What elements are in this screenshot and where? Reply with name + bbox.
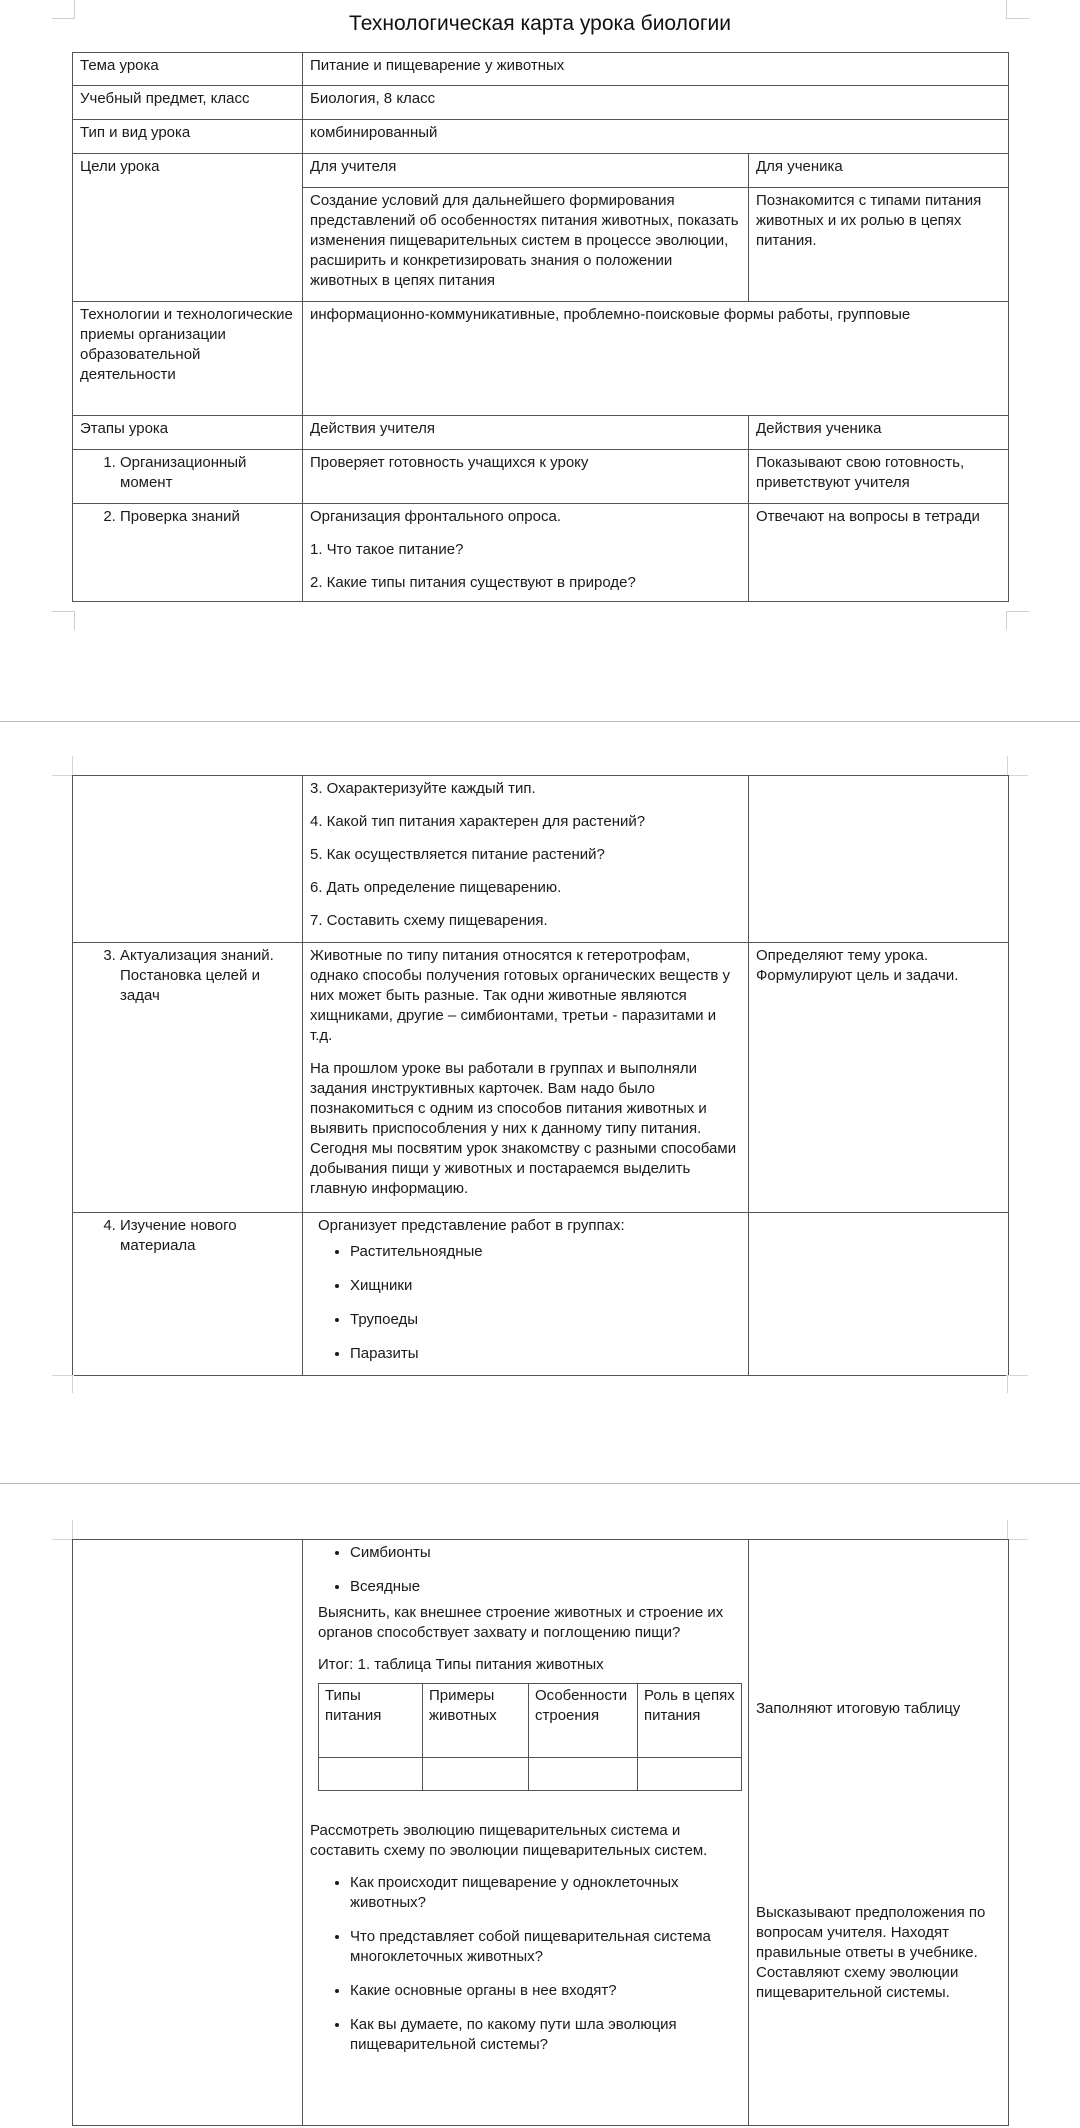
cell-topic-value: Питание и пищеварение у животных — [303, 53, 1009, 86]
cell-type-label: Тип и вид урока — [73, 120, 303, 154]
cell-stage-4-student-continued — [749, 1540, 1009, 2126]
cell-type-value: комбинированный — [303, 120, 1009, 154]
question-item: 7. Составить схему пищеварения. — [310, 912, 548, 929]
cell-goals-teacher-header: Для учителя — [303, 154, 749, 188]
question-item: 6. Дать определение пищеварению. — [310, 879, 562, 896]
question-item: 2. Какие типы питания существуют в природе? — [310, 574, 636, 591]
table-header-cell: Особенности строения — [529, 1684, 638, 1758]
page-corner-mark — [1006, 611, 1029, 630]
page-3 — [0, 1484, 1080, 2128]
table-cell — [319, 1758, 423, 1791]
page-corner-mark — [52, 611, 75, 630]
list-item: • Растительноядные — [350, 1242, 741, 1262]
cell-stage-3-teacher — [303, 943, 749, 1213]
nutrition-types-table — [318, 1683, 742, 1791]
stage-4-name: 4. Изучение нового материала — [120, 1216, 295, 1256]
cell-stage-name — [73, 943, 303, 1213]
stage-2-name: 2. Проверка знаний — [120, 507, 295, 527]
stage-4-intro: Организует представление работ в группах: — [318, 1217, 625, 1234]
task-text: Выяснить, как внешнее строение животных и строение их органов способствует захвату и поглощению пищи? — [318, 1604, 724, 1641]
cell-stages-header: Этапы урока — [73, 416, 303, 450]
cell-stage-2-student-continued — [749, 776, 1009, 943]
cell-tech-label: Технологии и технологические приемы организации образовательной деятельности — [73, 302, 303, 416]
cell-stage-3-student: Определяют тему урока. Формулируют цель и задачи. — [749, 943, 1009, 1213]
question-item: 5. Как осуществляется питание растений? — [310, 846, 605, 863]
evolution-intro: Рассмотреть эволюцию пищеварительных система и составить схему по эволюции пищеварительных систем. — [310, 1822, 708, 1859]
stage-1-name: 1. Организационный момент — [120, 453, 295, 493]
page-corner-mark — [72, 756, 73, 775]
stage-3-name: 3. Актуализация знаний. Постановка целей и задач — [120, 946, 295, 1006]
table-cell — [423, 1758, 529, 1791]
page-corner-mark — [52, 1375, 74, 1376]
page-corner-mark — [1007, 756, 1008, 775]
cell-goals-student-text: Познакомится с типами питания животных и их ролью в цепях питания. — [749, 188, 1009, 302]
result-caption: Итог: 1. таблица Типы питания животных — [318, 1656, 604, 1673]
page-corner-mark — [1006, 775, 1028, 776]
cell-stage-2-teacher — [303, 504, 749, 602]
cell-stage-4-teacher-continued — [303, 1540, 749, 2126]
cell-goals-teacher-text: Создание условий для дальнейшего формирования представлений об особенностях питания животных, показать изменения пищеварительных систем в процессе эволюции, расширить и конкретизировать знания о положении животных в цепях питания — [303, 188, 749, 302]
list-item: • Всеядные — [350, 1577, 741, 1597]
page-corner-mark — [52, 1539, 74, 1540]
page-corner-mark — [1007, 1520, 1008, 1539]
cell-stage-name — [73, 1540, 303, 2126]
document-title: Технологическая карта урока биологии — [349, 12, 731, 35]
page-corner-mark — [72, 1375, 73, 1393]
cell-stage-name — [73, 776, 303, 943]
list-item: • Трупоеды — [350, 1310, 741, 1330]
page-corner-mark — [1006, 1375, 1028, 1376]
page-2 — [0, 722, 1080, 1482]
cell-stage-name — [73, 504, 303, 602]
table-cell — [638, 1758, 742, 1791]
cell-stage-1-student: Показывают свою готовность, приветствуют учителя — [749, 450, 1009, 504]
evolution-questions — [310, 1873, 741, 2055]
cell-stage-2-teacher-continued — [303, 776, 749, 943]
table-cell — [529, 1758, 638, 1791]
page-corner-mark — [72, 1520, 73, 1539]
page-corner-mark — [1007, 1375, 1008, 1393]
cell-stage-4-student — [749, 1213, 1009, 1376]
lesson-table-continued — [72, 775, 1009, 1376]
page-corner-mark — [1006, 1539, 1028, 1540]
question-item: 1. Что такое питание? — [310, 541, 464, 558]
question-item: 4. Какой тип питания характерен для растений? — [310, 813, 646, 830]
groups-list-continued — [310, 1543, 741, 1597]
cell-subject-value: Биология, 8 класс — [303, 86, 1009, 120]
cell-tech-value: информационно-коммуникативные, проблемно-поисковые формы работы, групповые — [303, 302, 1009, 416]
cell-stage-1-teacher: Проверяет готовность учащихся к уроку — [303, 450, 749, 504]
student-evolution-text: Высказывают предположения по вопросам учителя. Находят правильные ответы в учебнике. Составляют схему эволюции пищеварительной системы. — [756, 1904, 986, 2001]
question-item: 3. Охарактеризуйте каждый тип. — [310, 780, 536, 797]
list-item: • Какие основные органы в нее входят? — [350, 1981, 741, 2001]
list-item: • Симбионты — [350, 1543, 741, 1563]
stage-3-paragraph: На прошлом уроке вы работали в группах и выполняли задания инструктивных карточек. Вам надо было познакомиться с одним из способов питания животных и выявить приспособления у них к данному типу питания. Сегодня мы посвятим урок знакомству с разными способами добывания пищи у животных и постараемся выделить главную информацию. — [310, 1060, 737, 1197]
table-header-cell: Типы питания — [319, 1684, 423, 1758]
stage-2-intro: Организация фронтального опроса. — [310, 508, 561, 525]
cell-goals-label: Цели урока — [73, 154, 303, 302]
cell-goals-student-header: Для ученика — [749, 154, 1009, 188]
lesson-table-continued — [72, 1539, 1009, 2126]
cell-subject-label: Учебный предмет, класс — [73, 86, 303, 120]
table-header-cell: Роль в цепях питания — [638, 1684, 742, 1758]
page-1 — [0, 0, 1080, 720]
page-corner-mark — [52, 775, 74, 776]
cell-stage-name — [73, 450, 303, 504]
table-header-cell: Примеры животных — [423, 1684, 529, 1758]
student-table-text: Заполняют итоговую таблицу — [756, 1700, 961, 1717]
cell-topic-label: Тема урока — [73, 53, 303, 86]
groups-list — [310, 1242, 741, 1364]
stage-3-paragraph: Животные по типу питания относятся к гетеротрофам, однако способы получения готовых органических веществ у них может быть разные. Так одни животные являются хищниками, другие – симбионтами, третьи - паразитами и т.д. — [310, 947, 731, 1044]
cell-stage-4-teacher — [303, 1213, 749, 1376]
list-item: • Как происходит пищеварение у одноклеточных животных? — [350, 1873, 741, 1913]
list-item: • Как вы думаете, по какому пути шла эволюция пищеварительной системы? — [350, 2015, 741, 2055]
list-item: • Хищники — [350, 1276, 741, 1296]
cell-stage-2-student: Отвечают на вопросы в тетради — [749, 504, 1009, 602]
cell-stage-name — [73, 1213, 303, 1376]
list-item: • Паразиты — [350, 1344, 741, 1364]
list-item: • Что представляет собой пищеварительная система многоклеточных животных? — [350, 1927, 741, 1967]
cell-teacher-actions-header: Действия учителя — [303, 416, 749, 450]
cell-student-actions-header: Действия ученика — [749, 416, 1009, 450]
lesson-table — [72, 52, 1009, 602]
